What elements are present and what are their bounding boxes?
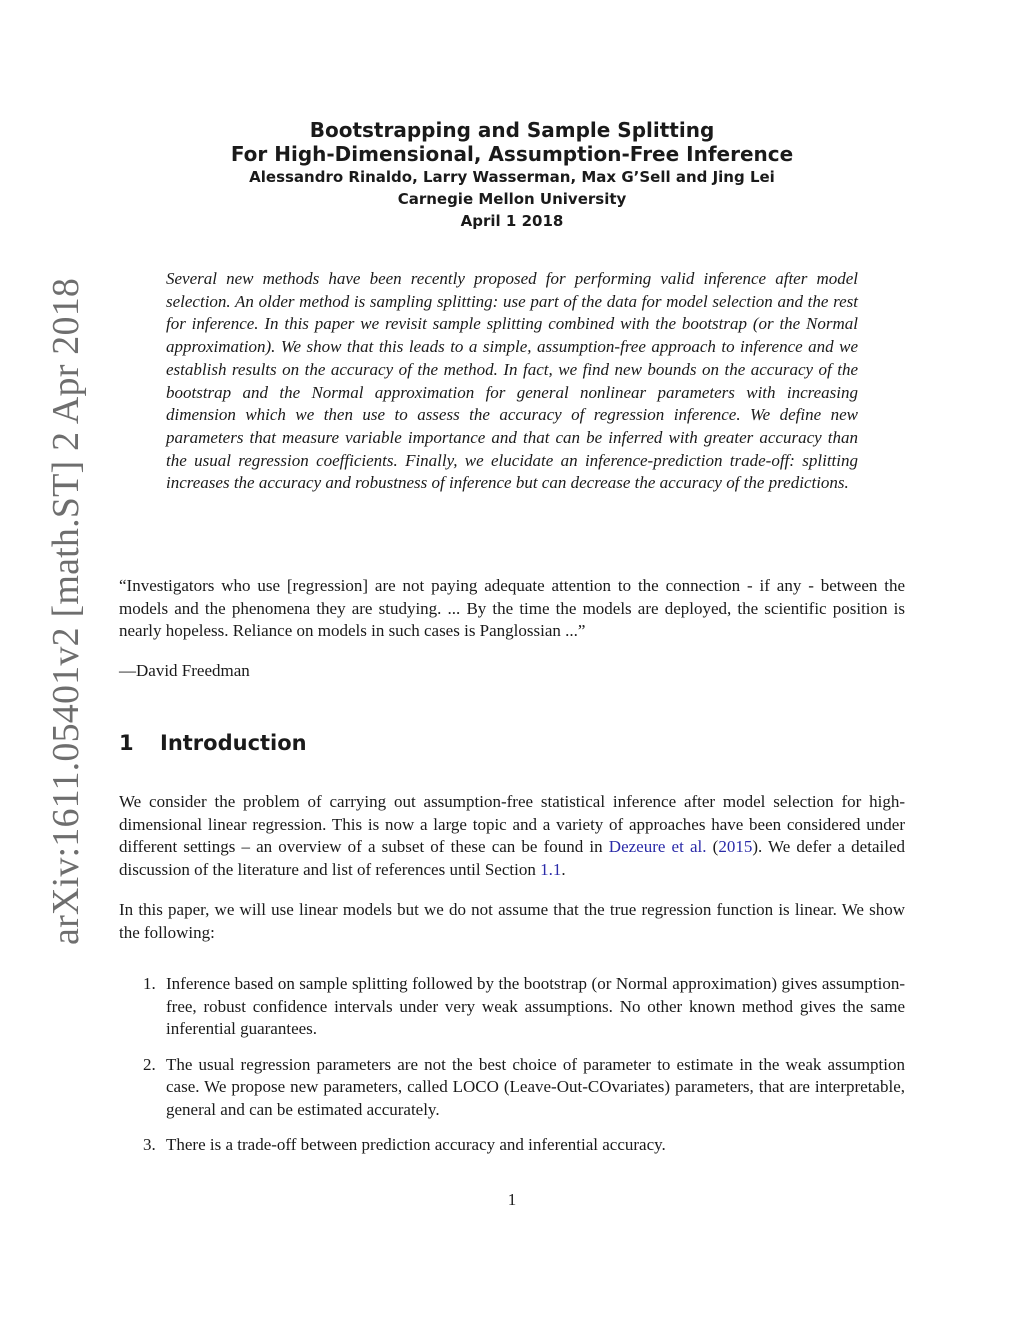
list-item-text: There is a trade-off between prediction accuracy and inferential accuracy. xyxy=(166,1135,666,1154)
epigraph-author: —David Freedman xyxy=(119,661,250,680)
citation-open-paren: ( xyxy=(706,837,719,857)
list-item xyxy=(119,973,905,1041)
contributions-list xyxy=(119,973,905,1170)
date: April 1 2018 xyxy=(460,212,564,230)
epigraph-quote: “Investigators who use [regression] are not paying adequate attention to the connection - if any - between the models and the phenomena they are studying. ... By the time the models are deployed, the scientific position is nearly hopeless. Reliance on models in such cases is Panglossian ...” xyxy=(119,576,905,640)
intro-paragraph-1 xyxy=(119,791,905,882)
intro-paragraph-1-middle: ). We defer a detailed discussion of the literature and list of references until Section xyxy=(119,837,905,880)
list-item-text: Inference based on sample splitting followed by the bootstrap (or Normal approximation) gives assumption-free, robust confidence intervals under very weak assumptions. No other known method gives the same inferential guarantees. xyxy=(166,974,905,1038)
list-marker: 3. xyxy=(143,1135,156,1154)
paper-title-line-2: For High-Dimensional, Assumption-Free Inference xyxy=(230,142,794,166)
paper-title-line-1: Bootstrapping and Sample Splitting xyxy=(309,118,715,142)
list-item-text: The usual regression parameters are not the best choice of parameter to estimate in the weak assumption case. We propose new parameters, called LOCO (Leave-Out-COvariates) parameters, that are interpretable, general and can be estimated accurately. xyxy=(166,1054,905,1119)
list-marker: 2. xyxy=(143,1054,156,1074)
section-number: 1 xyxy=(119,731,134,755)
authors: Alessandro Rinaldo, Larry Wasserman, Max G’Sell and Jing Lei xyxy=(249,168,775,186)
section-ref-link[interactable]: 1.1 xyxy=(540,860,562,880)
list-item xyxy=(119,1054,905,1122)
intro-paragraph-1-text: We consider the problem of carrying out assumption-free statistical inference after model selection for high-dimensional linear regression. This is now a large topic and a variety of approaches have been considered under different settings – an overview of a subset of these can be found in xyxy=(119,792,905,857)
title-block xyxy=(0,118,1024,232)
affiliation: Carnegie Mellon University xyxy=(397,190,627,208)
intro-paragraph-2: In this paper, we will use linear models but we do not assume that the true regression function is linear. We show the following: xyxy=(119,900,905,942)
page-number: 1 xyxy=(507,1190,517,1209)
intro-paragraph-1-end: . xyxy=(561,860,566,880)
arxiv-stamp: arXiv:1611.05401v2 [math.ST] 2 Apr 2018 xyxy=(45,277,87,945)
section-heading xyxy=(119,730,307,756)
list-item xyxy=(119,1134,905,1157)
citation-author-link[interactable]: Dezeure et al. xyxy=(608,837,707,857)
abstract: Several new methods have been recently proposed for performing valid inference after model selection. An older method is sampling splitting: use part of the data for model selection and the rest for inference. In this paper we revisit sample splitting combined with the bootstrap (or the Normal approximation). We show that this leads to a simple, assumption-free approach to inference and we establish results on the accuracy of the method. In fact, we find new bounds on the accuracy of the bootstrap and the Normal approximation for general nonlinear parameters with increasing dimension which we then use to assess the accuracy of regression inference. We define new parameters that measure variable importance and that can be inferred with greater accuracy than the usual regression coefficients. Finally, we elucidate an inference-prediction trade-off: splitting increases the accuracy and robustness of inference but can decrease the accuracy of the predictions. xyxy=(166,269,858,493)
section-title: Introduction xyxy=(160,731,307,755)
citation-year-link[interactable]: 2015 xyxy=(718,837,753,857)
list-marker: 1. xyxy=(143,974,156,993)
